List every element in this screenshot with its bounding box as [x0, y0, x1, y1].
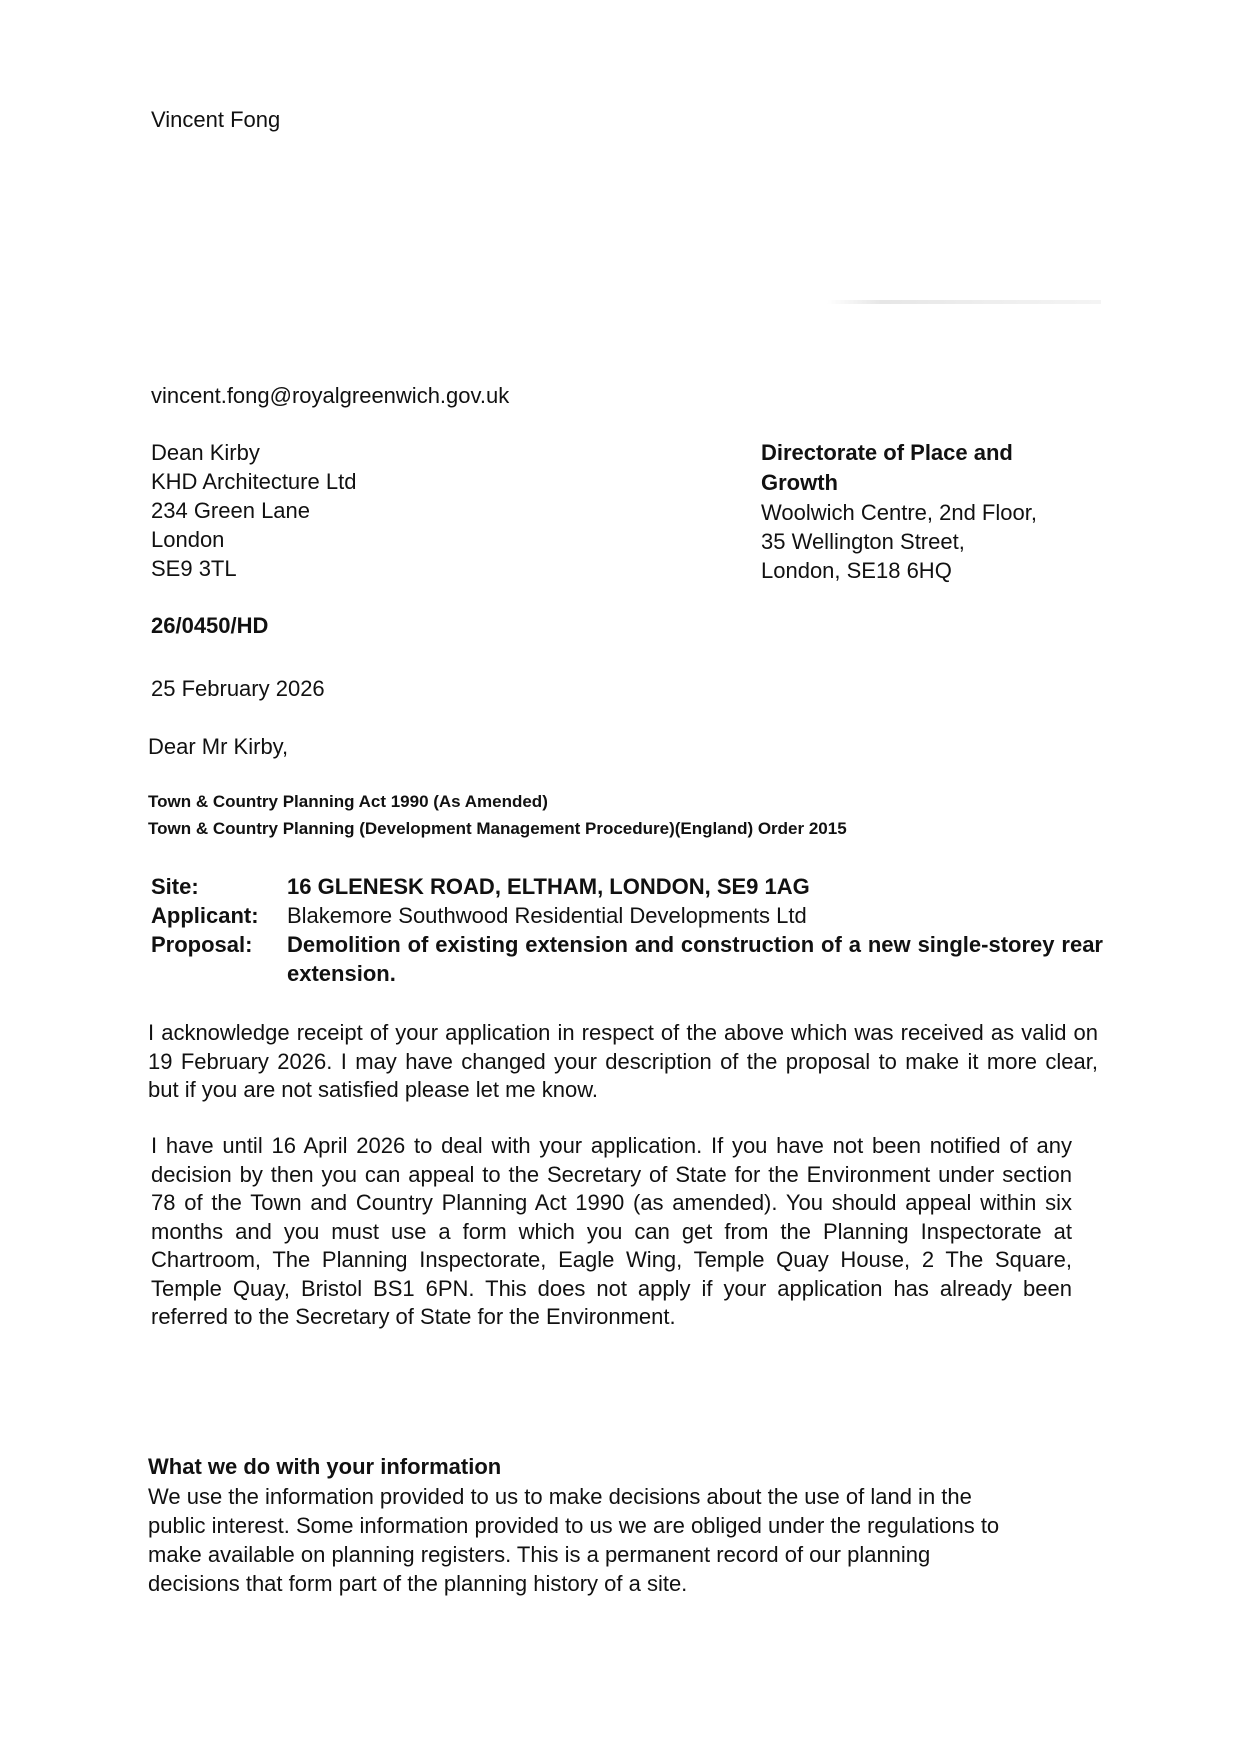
reference-number: 26/0450/HD — [151, 613, 269, 638]
site-label: Site: — [151, 874, 199, 899]
letter-date: 25 February 2026 — [151, 676, 325, 701]
applicant-label: Applicant: — [151, 903, 259, 928]
recipient-line: KHD Architecture Ltd — [151, 469, 357, 494]
info-line: public interest. Some information provided to us we are obliged under the regulations to — [148, 1513, 1000, 1538]
office-title: Directorate of Place and Growth — [761, 440, 1013, 495]
recipient-line: 234 Green Lane — [151, 498, 311, 523]
legislation — [148, 788, 847, 842]
signature-mark — [827, 300, 1101, 304]
proposal-label: Proposal: — [151, 932, 253, 957]
applicant-value: Blakemore Southwood Residential Developments Ltd — [287, 903, 807, 928]
info-line: decisions that form part of the planning history of a site. — [148, 1571, 688, 1596]
site-value: 16 GLENESK ROAD, ELTHAM, LONDON, SE9 1AG — [287, 874, 810, 899]
info-line: We use the information provided to us to make decisions about the use of land in the — [148, 1484, 972, 1509]
info-line: make available on planning registers. This is a permanent record of our planning — [148, 1542, 931, 1567]
info-body — [148, 1482, 999, 1598]
recipient-line: Dean Kirby — [151, 440, 260, 465]
office-address — [761, 438, 1081, 585]
sender-name: Vincent Fong — [151, 107, 281, 132]
legislation-line: Town & Country Planning Act 1990 (As Amended) — [148, 792, 548, 811]
info-heading: What we do with your information — [148, 1454, 502, 1479]
proposal-value: Demolition of existing extension and construction of a new single-storey rear extension. — [287, 932, 1103, 986]
recipient-line: London — [151, 527, 225, 552]
recipient-address — [151, 438, 356, 583]
legislation-line: Town & Country Planning (Development Management Procedure)(England) Order 2015 — [148, 819, 847, 838]
office-line: London, SE18 6HQ — [761, 558, 952, 583]
deadline-paragraph: I have until 16 April 2026 to deal with your application. If you have not been notified of any decision by then you can appeal to the Secretary of State for the Environment under section 78 of the Town and Country Planning Act 1990 (as amended). You should appeal within six months and you must use a form which you can get from the Planning Inspectorate at Chartroom, The Planning Inspectorate, Eagle Wing, Temple Quay House, 2 The Square, Temple Quay, Bristol BS1 6PN. This does not apply if your application has already been referred to the Secretary of State for the Environment. — [151, 1133, 1072, 1329]
office-line: Woolwich Centre, 2nd Floor, — [761, 500, 1037, 525]
sender-email[interactable]: vincent.fong@royalgreenwich.gov.uk — [151, 383, 510, 408]
application-details — [151, 872, 1103, 988]
recipient-line: SE9 3TL — [151, 556, 237, 581]
acknowledgement-paragraph: I acknowledge receipt of your application in respect of the above which was received as valid on 19 February 2026. I may have changed your description of the proposal to make it more clear, but if you are not satisfied please let me know. — [148, 1020, 1098, 1102]
office-line: 35 Wellington Street, — [761, 529, 965, 554]
salutation: Dear Mr Kirby, — [148, 734, 289, 759]
